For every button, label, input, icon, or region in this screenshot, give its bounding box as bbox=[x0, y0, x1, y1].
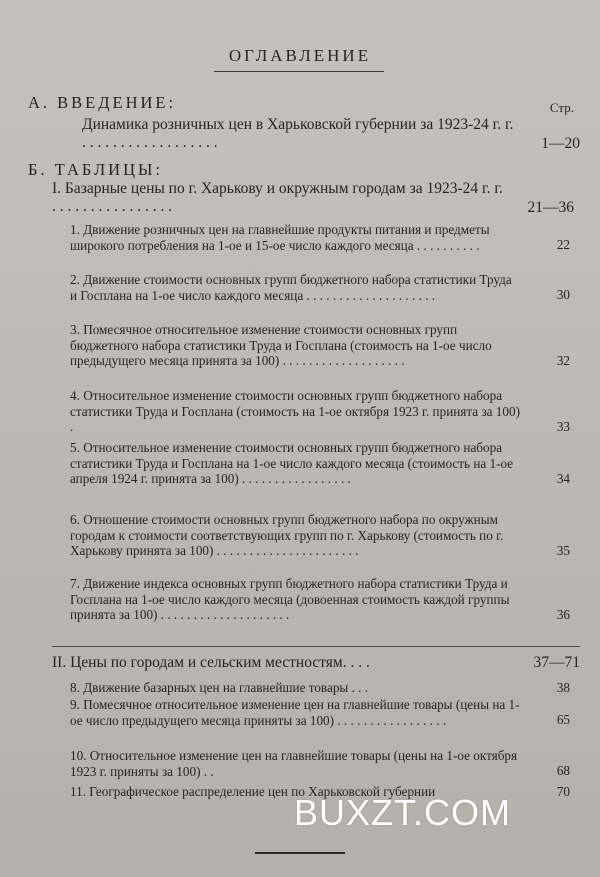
toc-item-page: 38 bbox=[556, 679, 570, 695]
toc-item-text: 11. Географическое распределение цен по Харьковской губернии bbox=[70, 784, 436, 799]
toc-item-text: 8. Движение базарных цен на главнейшие товары . . . bbox=[70, 680, 369, 695]
toc-item-text: 1. Движение розничных цен на главнейшие продукты питания и предметы широкого потребления на 1-ое и 15-ое число каждого месяца . . . . . . . . . . bbox=[70, 222, 490, 253]
page-title: ОГЛАВЛЕНИЕ bbox=[228, 46, 372, 65]
part1-entry-text: I. Базарные цены по г. Харькову и окружным городам за 1923-24 г. г. . . . . . . . . . . . . . . . . bbox=[52, 180, 503, 216]
toc-item-page: 68 bbox=[556, 763, 570, 779]
toc-item-page: 32 bbox=[556, 352, 570, 368]
toc-item-10 bbox=[70, 748, 570, 779]
toc-item-page: 36 bbox=[556, 606, 570, 622]
toc-item-text: 3. Помесячное относительное изменение стоимости основных групп бюджетного набора статистики Труда и Госплана (стоимость на 1-ое число предыдущего месяца принята за 100) . . . . . . . . . . . . . . . . . . . bbox=[70, 322, 492, 369]
watermark: BUXZT.COM bbox=[294, 792, 512, 833]
toc-item-8 bbox=[70, 679, 570, 696]
toc-item-4 bbox=[70, 388, 570, 435]
bottom-rule bbox=[255, 852, 345, 854]
toc-item-text: 5. Относительное изменение стоимости основных групп бюджетного набора статистики Труда и Госплана на 1-ое число каждого месяца (стоимость на 1-ое апреля 1924 г. принята за 100) . . . . . . . . . . . . . . . . . bbox=[70, 440, 514, 487]
toc-item-text: 2. Движение стоимости основных групп бюджетного набора статистики Труда и Госплана на 1-ое число каждого месяца . . . . . . . . . . . . . . . . . . . . bbox=[70, 272, 512, 303]
part1-entry bbox=[52, 180, 574, 217]
toc-item-text: 10. Относительное изменение цен на главнейшие товары (цены на 1-ое октября 1923 г. приняты за 100) . . bbox=[70, 748, 518, 779]
toc-item-page: 22 bbox=[556, 237, 570, 253]
toc-item-1 bbox=[70, 222, 570, 253]
part2-entry-text: II. Цены по городам и сельским местностям. . . . bbox=[52, 654, 370, 671]
page-column-header: Стр. bbox=[549, 100, 574, 115]
intro-entry-text: Динамика розничных цен в Харьковской губернии за 1923-24 г. г. . . . . . . . . . . . . . . . . . . bbox=[82, 116, 514, 152]
toc-item-3 bbox=[70, 322, 570, 369]
toc-item-text: 9. Помесячное относительное изменение цен на главнейшие товары (цены на 1-ое число предыдущего месяца приняты за 100) . . . . . . . . . . . . . . . . . bbox=[70, 697, 520, 728]
toc-item-page: 35 bbox=[556, 542, 570, 558]
toc-item-5 bbox=[70, 440, 570, 487]
toc-item-page: 70 bbox=[556, 783, 570, 799]
toc-item-text: 6. Отношение стоимости основных групп бюджетного набора по окружным городам к стоимости соответствующих групп по г. Харькову (стоимость по г. Харькову принята за 100) . . . . . . . . . . . . . . . . . . . . . . bbox=[70, 512, 504, 559]
toc-item-text: 4. Относительное изменение стоимости основных групп бюджетного набора статистики Труда и Госплана (стоимость на 1-ое октября 1923 г. принята за 100) . bbox=[70, 388, 520, 435]
toc-item-page: 34 bbox=[556, 470, 570, 486]
toc-item-9 bbox=[70, 697, 570, 728]
toc-item-2 bbox=[70, 272, 570, 303]
toc-item-text: 7. Движение индекса основных групп бюджетного набора статистики Труда и Госплана на 1-ое число каждого месяца (довоенная стоимость каждой группы принята за 100) . . . . . . . . . . . . . . . . . . . . bbox=[70, 576, 510, 623]
section-divider bbox=[52, 646, 580, 647]
toc-item-6 bbox=[70, 512, 570, 559]
part1-entry-pages: 21—36 bbox=[527, 198, 574, 216]
title-underline bbox=[214, 71, 384, 72]
section-b-heading: Б. ТАБЛИЦЫ: bbox=[28, 160, 163, 179]
part2-entry-pages: 37—71 bbox=[533, 654, 580, 672]
toc-item-7 bbox=[70, 576, 570, 623]
toc-item-page: 30 bbox=[556, 287, 570, 303]
toc-item-page: 33 bbox=[556, 418, 570, 434]
intro-entry bbox=[82, 116, 580, 153]
section-a-heading: А. ВВЕДЕНИЕ: bbox=[28, 93, 177, 112]
intro-entry-pages: 1—20 bbox=[541, 134, 580, 152]
toc-item-page: 65 bbox=[556, 712, 570, 728]
part2-entry bbox=[52, 654, 580, 672]
